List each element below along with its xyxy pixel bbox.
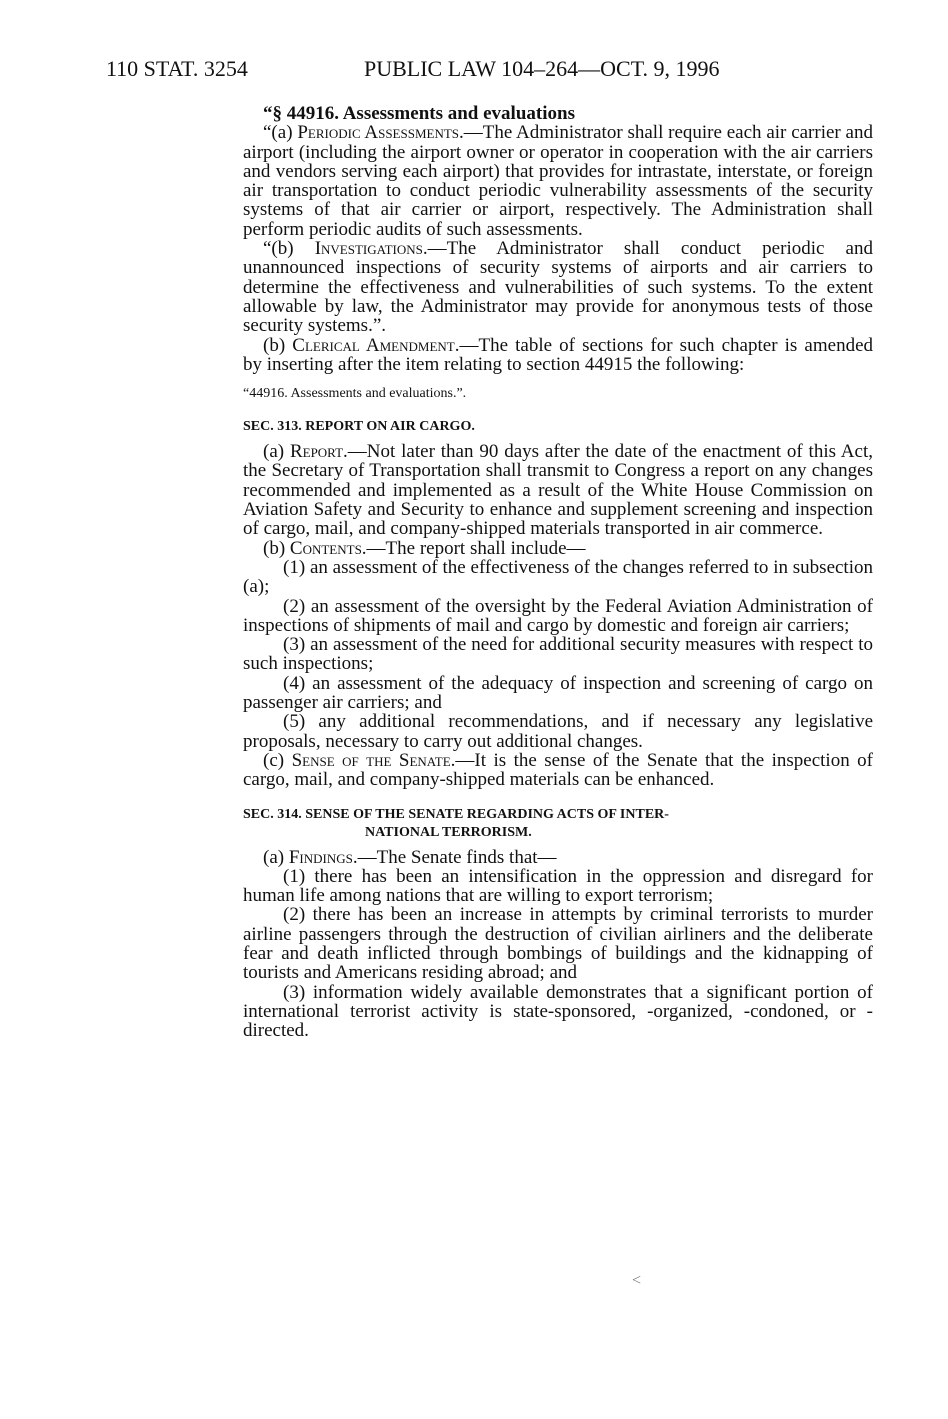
sec-313-c: (c) Sense of the Senate.—It is the sense of the Senate that the inspection of cargo, mail, and company-shipped materials can be enhanced. (243, 749, 873, 791)
page-body (243, 104, 873, 1040)
section-44916-a: “(a) Periodic Assessments.—The Administrator shall require each air carrier and airport (including the airport owner or operator in cooperation with the air carriers and vendors serving each airport) that provides for intrastate, interstate, or foreign air transportation to conduct periodic vulnerability assessments of the security systems of that air carrier or airport, respectively. The Administration shall perform periodic audits of such assessments. (243, 122, 873, 240)
sense-of-senate-caption: Sense of the Senate (291, 749, 451, 771)
sec-314-title: SEC. 314. SENSE OF THE SENATE REGARDING ACTS OF INTER- NATIONAL TERRORISM. (243, 806, 669, 840)
sec-313-title: SEC. 313. REPORT ON AIR CARGO. (243, 419, 475, 435)
sec-314-item-1: (1) there has been an intensification in the oppression and disregard for human life among nations that are willing to export terrorism; (243, 865, 873, 907)
sec-313-item-1: (1) an assessment of the effectiveness of the changes referred to in subsection (a); (243, 556, 873, 598)
report-caption: Report (289, 441, 344, 463)
sec-313-a: (a) Report.—Not later than 90 days after the date of the enactment of this Act, the Secretary of Transportation shall transmit to Congress a report on any changes recommended and implemented as a result of the White House Commission on Aviation Safety and Security to enhance and supplement screening and inspection of cargo, mail, and company-shipped materials transported in air commerce. (243, 441, 873, 540)
investigations-caption: Investigations (314, 238, 423, 260)
sec-313-item-5: (5) any additional recommendations, and if necessary any legislative proposals, necessary to carry out additional changes. (243, 711, 873, 752)
section-44916-heading: “§ 44916. Assessments and evaluations (263, 103, 575, 124)
margin-mark: < (632, 1272, 642, 1289)
section-44916-b: “(b) Investigations.—The Administrator shall conduct periodic and unannounced inspections of security systems of airports and air carriers to determine the effectiveness and vulnerabilities of such systems. To the extent allowable by law, the Administrator may provide for anonymous tests of those security systems.”. (243, 238, 873, 337)
sec-313-b: (b) Contents.—The report shall include— (263, 537, 586, 559)
sec-313-item-4: (4) an assessment of the adequacy of inspection and screening of cargo on passenger air carriers; and (243, 672, 873, 714)
findings-caption: Findings (288, 846, 353, 868)
periodic-assessments-caption: Periodic Assessments (297, 122, 460, 144)
sec-314-item-3: (3) information widely available demonstrates that a significant portion of international terrorist activity is state-sponsored, -organized, -condoned, or -directed. (243, 981, 873, 1042)
clerical-amendment: (b) Clerical Amendment.—The table of sections for such chapter is amended by inserting after the item relating to section 44915 the following: (243, 334, 873, 375)
law-citation: PUBLIC LAW 104–264—OCT. 9, 1996 (364, 56, 720, 81)
clerical-amendment-caption: Clerical Amendment (292, 334, 455, 356)
sec-313-item-2: (2) an assessment of the oversight by the Federal Aviation Administration of inspections of shipments of mail and cargo by domestic and foreign air carriers; (243, 595, 873, 636)
sec-314-item-2: (2) there has been an increase in attempts by criminal terrorists to murder airline passengers through the destruction of civilian airliners and the deliberate fear and death inflicted through bombings of buildings and the kidnapping of tourists and Americans residing abroad; and (243, 904, 873, 984)
stat-citation: 110 STAT. 3254 (106, 56, 248, 81)
sec-314-a: (a) Findings.—The Senate finds that— (263, 846, 557, 868)
contents-caption: Contents (289, 537, 362, 559)
page-header (106, 56, 866, 86)
table-of-sections-item: “44916. Assessments and evaluations.”. (243, 386, 467, 402)
sec-313-item-3: (3) an assessment of the need for additional security measures with respect to such inspections; (243, 634, 873, 675)
